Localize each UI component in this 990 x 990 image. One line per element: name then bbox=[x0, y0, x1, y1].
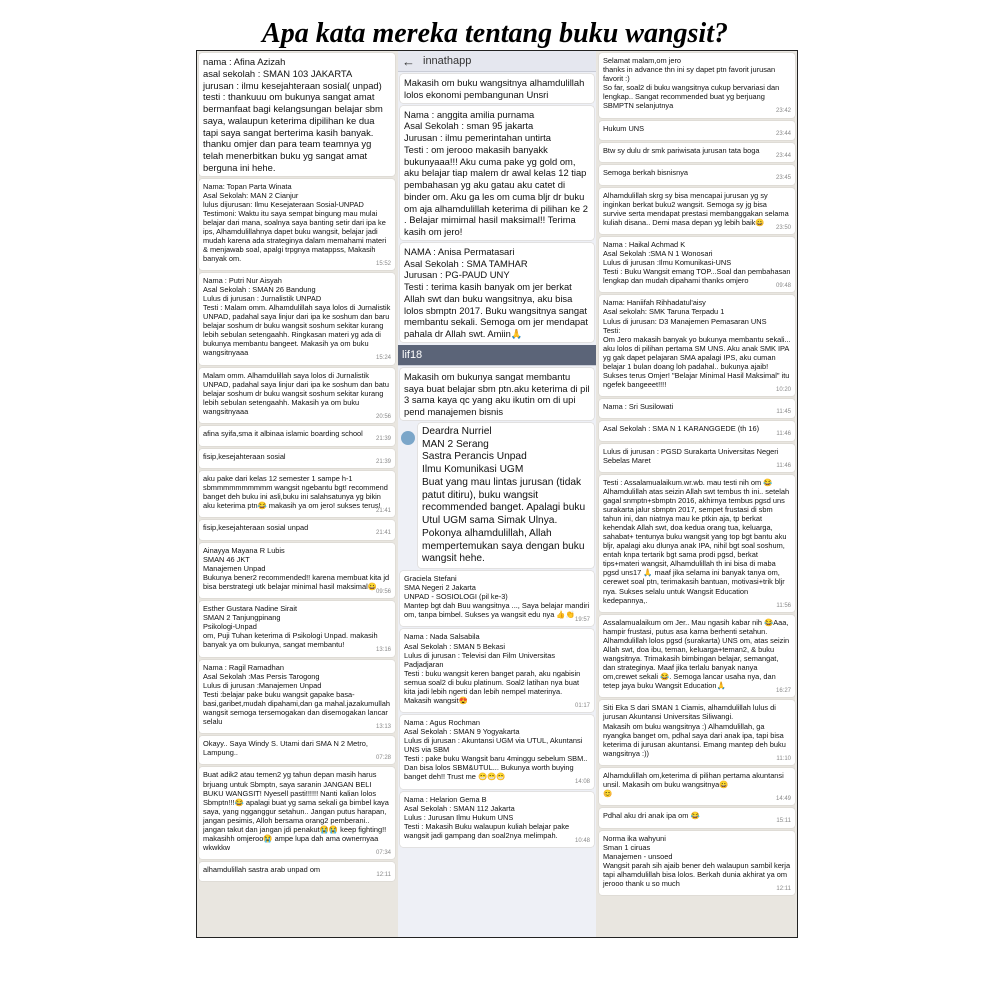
message-text: Malam omm. Alhamdulillah saya lolos di Jurnalistik UNPAD, padahal saya linjur dari ipa ke soshum dan batu belajar soshum dr buku wangsit soshum sekitar kurang lebih sebulan setengaahh. Makasih ya om buku wangsitnyaaa bbox=[203, 370, 389, 416]
chat-header-innathapp bbox=[398, 51, 596, 72]
message-time: 15:24 bbox=[375, 355, 391, 362]
chat-bubble bbox=[599, 475, 795, 612]
message-time: 10:20 bbox=[775, 386, 791, 393]
chat-bubble bbox=[599, 295, 795, 396]
message-text: Deardra Nurriel MAN 2 Serang Sastra Perancis Unpad Ilmu Komunikasi UGM Buat yang mau lintas jurusan (tidak patut ditiru), buku wangsit recommended banget. Apalagi buku Utul UGM sama Simak Ulnya. Pokonya alhamdulillah, Allah mempertemukan saya dengan buku wangsit hehe. bbox=[422, 425, 586, 565]
message-time: 15:11 bbox=[776, 818, 791, 825]
message-time: 21:39 bbox=[375, 458, 391, 465]
back-arrow-icon[interactable]: ← bbox=[402, 53, 415, 69]
message-text: Lulus di jurusan : PGSD Surakarta Universitas Negeri Sebelas Maret bbox=[603, 446, 779, 465]
message-text: Nama : anggita amilia purnama Asal Sekolah : sman 95 jakarta Jurusan : ilmu pemerintahan untirta Testi : om jerooo makasih banyakk bukunyaaa!!! Aku cuma pake yg gold om, aku belajar tiap malem dr awal kelas 12 tiap pembahasan yg aku gatau aku catet di binder om. Aku ga les om cuma bljr dr buku om aja alhamdulillah keterima di pilihan ke 2 . Belajar mimimal hasil maksimal!! Terima kasih om jero! bbox=[404, 108, 588, 237]
message-text: fisip,kesejahteraan sosial unpad bbox=[203, 523, 309, 533]
message-time: 11:46 bbox=[776, 431, 791, 438]
chat-bubble bbox=[400, 243, 594, 342]
message-time: 09:48 bbox=[775, 283, 791, 290]
column-right bbox=[597, 51, 797, 937]
message-time: 13:13 bbox=[375, 723, 391, 730]
chat-bubble bbox=[599, 121, 795, 140]
chat-bubble bbox=[400, 629, 594, 712]
message-text: Pdhal aku dri anak ipa om 😂 bbox=[603, 811, 700, 821]
chat-bubble bbox=[199, 767, 395, 859]
chat-bubble bbox=[599, 188, 795, 234]
message-text: fisip,kesejahteraan sosial bbox=[203, 451, 286, 461]
message-text: Nama : Helarion Gema B Asal Sekolah : SMAN 112 Jakarta Lulus : Jurusan Ilmu Hukum UNS Testi : Makasih Buku walaupun kuliah belajar pake wangsit jadi gampang dan soal2nya melimpah. bbox=[404, 794, 570, 840]
chat-header-title: innathapp bbox=[423, 55, 472, 67]
chat-header-lif18 bbox=[398, 345, 596, 366]
chat-bubble bbox=[599, 421, 795, 440]
message-time: 11:56 bbox=[776, 602, 791, 609]
message-text: Nama : Sri Susilowati bbox=[603, 402, 674, 412]
message-text: Siti Eka S dari SMAN 1 Ciamis, alhamdulillah lulus di jurusan Akuntansi Universitas Siliwangi. Makasih om buku wangsitnya :) Alhamdulillah, ga nyangka banget om, pdhal saya dari anak ipa, tapi bisa keterima di jurusan akuntansi. Emang mantep deh buku wangsitnya :)) bbox=[603, 703, 786, 758]
message-text: Ainayya Mayana R Lubis SMAN 46 JKT Manajemen Unpad Bukunya bener2 recommended!! karena membuat kita jd bisa berstrategi utk belajar minimal hasil maksimal😀 bbox=[203, 545, 390, 591]
chat-bubble bbox=[599, 165, 795, 184]
message-text: aku pake dari kelas 12 semester 1 sampe h-1 sbmmmmmmmmmm wangsit ngebantu bgt! recommend banget deh buku ini asli,buku ini salahsatunya yg bikin aku keterima ptn😂 makasih ya om jero! sukses terus! bbox=[203, 473, 388, 510]
message-text: Nama: Topan Parta Winata Asal Sekolah: MAN 2 Cianjur lulus dijurusan: Ilmu Kesejateraan Sosial-UNPAD Testimoni: Waktu itu saya sempat bingung mau mulai belajar dari mana, soalnya saya banting setir dari ipa ke ips, Alhamdulillahnya dapet buku wangsit, belajar jadi mudah karena ada strateginya dalam memahami materi & menjawab soal, apalgi trpgnya matappss, Makasih banyak om. bbox=[203, 181, 387, 263]
message-time: 23:44 bbox=[775, 130, 791, 137]
message-time: 23:50 bbox=[775, 224, 791, 231]
message-time: 07:28 bbox=[375, 755, 391, 762]
chat-bubble bbox=[400, 74, 594, 103]
message-text: Nama : Ragil Ramadhan Asal Sekolah :Mas Persis Tarogong Lulus di jurusan :Manajemen Unpad Testi :belajar pake buku wangsit gapake basa-basi,garibet,mudah dipahami,dan ga mahal.jazakumullah wangsit semoga tersemogakan dan disemogakan lancar selalu bbox=[203, 662, 390, 726]
message-time: 21:41 bbox=[375, 507, 391, 514]
chat-bubble bbox=[199, 179, 395, 271]
chat-bubble bbox=[400, 368, 594, 420]
testimonial-collage bbox=[196, 50, 798, 938]
message-time: 21:39 bbox=[375, 436, 391, 443]
column-left bbox=[197, 51, 397, 937]
chat-bubble bbox=[199, 660, 395, 734]
chat-bubble bbox=[199, 273, 395, 365]
message-time: 10:48 bbox=[574, 837, 590, 844]
message-text: alhamdulillah sastra arab unpad om bbox=[203, 865, 321, 875]
message-time: 12:11 bbox=[776, 885, 791, 892]
chat-bubble bbox=[199, 601, 395, 656]
message-text: Nama : Putri Nur Aisyah Asal Sekolah : SMAN 26 Bandung Lulus di jurusan : Jurnalistik UNPAD Testi : Malam omm. Alhamdulillah saya lolos di Jurnalistik UNPAD, padahal saya linjur dari ipa ke soshum dan baru belajar soshum dr buku wangsit soshum sekitar kurang lebih sebulan setengaahh. Ringkasan materi yg ada di bukunya membantu bangeet. Makasih ya om buku wangsitnyaaa bbox=[203, 276, 391, 358]
column-middle bbox=[398, 51, 596, 937]
chat-bubble bbox=[400, 792, 594, 847]
chat-bubble bbox=[599, 237, 795, 292]
message-time: 23:44 bbox=[775, 152, 791, 159]
message-text: Hukum UNS bbox=[603, 123, 645, 133]
message-time: 12:11 bbox=[376, 872, 391, 879]
message-text: Nama: Haniifah Rihhadatul'aisy Asal sekolah: SMK Taruna Terpadu 1 Lulus di jurusan: D3 Manajemen Pemasaran UNS Testi: Om Jero makasih banyak yo bukunya membantu sekali... aku lolos di pilihan pertama SM UNS. Aku anak SMK IPA yg gak dapet pelajaran SMA apalagi IPS, aku cuman belajar 1 bulan doang loh padahal.. bukunya ajaib! Sukses terus Omjer! "Belajar Minimal Hasil Maksimal" itu ngefek bangeeet!!!! bbox=[603, 298, 791, 389]
message-text: Esther Gustara Nadine Sirait SMAN 2 Tanjungpinang Psikologi-Unpad om, Puji Tuhan keterima di Psikologi Unpad. makasih banyak ya om bukunya, sangat membantu! bbox=[203, 604, 378, 650]
message-text: Makasih om bukunya sangat membantu saya buat belajar sbm ptn.aku keterima di pil 3 sama kaya qc yang aku ikutin om di upi pend manajemen bisnis bbox=[404, 370, 590, 417]
message-time: 09:56 bbox=[375, 588, 391, 595]
chat-bubble bbox=[599, 143, 795, 162]
message-time: 11:46 bbox=[776, 462, 791, 469]
message-text: Norma ika wahyuni Sman 1 ciruas Manajemen - unsoed Wangsit parah sih ajaib bener deh walaupun sambil kerja tapi alhamdulillah bisa lolos. Berkah dunia akhirat ya om jerooo thank u so much bbox=[603, 833, 791, 888]
message-text: Selamat malam,om jero thanks in advance thn ini sy dapet ptn favorit jurusan favorit :) So far, soal2 di buku wangsitnya cukup bervariasi dan lengkap.. Sangat recommended buat yg berjuang SBMPTN selanjutnya bbox=[603, 56, 780, 111]
message-time: 23:45 bbox=[775, 175, 791, 182]
message-time: 21:41 bbox=[375, 530, 391, 537]
chat-bubble bbox=[400, 571, 594, 626]
chat-bubble bbox=[199, 862, 395, 881]
message-text: Okayy.. Saya Windy S. Utami dari SMA N 2 Metro, Lampung.. bbox=[203, 739, 368, 758]
message-text: Makasih om buku wangsitnya alhamdulillah lolos ekonomi pembangunan Unsri bbox=[404, 77, 585, 100]
chat-bubble bbox=[199, 449, 395, 468]
message-time: 16:27 bbox=[775, 688, 791, 695]
message-time: 14:49 bbox=[775, 796, 791, 803]
message-text: Asal Sekolah : SMA N 1 KARANGGEDE (th 16) bbox=[603, 424, 760, 434]
chat-bubble bbox=[599, 768, 795, 805]
message-text: Graciela Stefani SMA Negeri 2 Jakarta UNPAD - SOSIOLOGI (pil ke-3) Mantep bgt dah Buu wangsitnya ..., Saya belajar mandiri om, tanpa bimbel. Sukses ya wangsit edu nya 👍👏 bbox=[404, 574, 590, 620]
message-time: 11:45 bbox=[776, 409, 791, 416]
message-time: 23:42 bbox=[775, 108, 791, 115]
chat-bubble bbox=[599, 700, 795, 765]
message-text: nama : Afina Azizah asal sekolah : SMAN 103 JAKARTA jurusan : ilmu kesejahteraan sosial( unpad) testi : thankuuu om bukunya sangat amat bermanfaat bagi kelangsungan belajar sbm saya, walaupun keterima dipilihan ke dua tapi saya sangat berterima kasih banyak. thanku omjer dan para team teamnya yg telah menerbitkan buku yg sangat amat berguna ini hehe. bbox=[203, 56, 383, 173]
chat-bubble bbox=[599, 444, 795, 472]
message-text: afina syifa,sma it albinaa islamic boarding school bbox=[203, 429, 363, 439]
message-text: Btw sy dulu dr smk pariwisata jurusan tata boga bbox=[603, 145, 760, 155]
message-time: 01:17 bbox=[574, 702, 590, 709]
message-time: 20:56 bbox=[375, 413, 391, 420]
chat-bubble bbox=[199, 520, 395, 539]
chat-bubble bbox=[599, 53, 795, 118]
message-time: 14:08 bbox=[574, 779, 590, 786]
chat-bubble bbox=[199, 368, 395, 423]
chat-header-title: lif18 bbox=[402, 348, 423, 361]
message-text: Nama : Nada Salsabila Asal Sekolah : SMAN 5 Bekasi Lulus di jurusan : Televisi dan Film Universitas Padjadjaran Testi : buku wangsit keren banget parah, aku ngabisin semua soal2 di buku platinum. Soal2 latihan nya buat kita jadi lebih ngerti dan lebih nempel materinya. Makasih wangsit😍 bbox=[404, 632, 581, 705]
message-text: Alhamdulillah skrg sy bisa mencapai jurusan yg sy inginkan berkat buku2 wangsit. Semoga sy jg bisa survive serta mendapat prestasi membanggakan selama kuliah disana.. Demi masa depan yg lebih baik😀 bbox=[603, 190, 789, 227]
chat-bubble bbox=[400, 106, 594, 240]
message-time: 07:34 bbox=[375, 849, 391, 856]
chat-bubble bbox=[599, 831, 795, 896]
message-text: Buat adik2 atau temen2 yg tahun depan masih harus brjuang untuk Sbmptn, saya saranin JANGAN BELI BUKU WANGSIT! Nyesell pasti!!!!!! Nanti kalian lolos Sbmptn!!!😂 apalagi buat yg sama sekali ga bimbel kaya saya, yang ngganggur setahun.. Jangan putus harapan, jangan pesimis, Alloh bersama orang2 pemberani.. jangan takut dan jangan jdi penakut😭😭 keep fighting!! makasihh omjeroo😭 ampe lupa dah ama ownernyaa wkwkkw bbox=[203, 770, 389, 852]
message-text: NAMA : Anisa Permatasari Asal Sekolah : SMA TAMHAR Jurusan : PG-PAUD UNY Testi : terima kasih banyak om jer berkat Allah swt dan buku wangsitnya, aku bisa lolos sbmptn 2017. Buku wangsitnya sangat membantu sekali. Semoga om jer mendapat pahala dr Allah swt. Amiin🙏 bbox=[404, 245, 588, 339]
message-text: Assalamualaikum om Jer.. Mau ngasih kabar nih 😂Aaa, hampir frustasi, putus asa karna berhenti setahun. Alhamdulillah lolos pgsd (surakarta) UNS om, atas seizin Allah swt, doa ibu, teman, keluarga+teman2, & buku wangsitnya. Trimakasih bimbingan belajar, semangat, dan strateginya. Maaf jika terlalu banyak nanya om,crewet sekali 😂. Semoga lancar usaha nya, dan tetep jaya buku Wangsit Education🙏 bbox=[603, 617, 790, 691]
chat-bubble bbox=[599, 808, 795, 827]
chat-bubble bbox=[418, 423, 594, 568]
message-text: Testi : Assalamualaikum.wr.wb. mau testi nih om 😂 Alhamdulillah atas seizin Allah swt tembus th ini.. setelah gagal snmptn+sbmptn 2016, akhirnya tembus pgsd uns surakarta jalur sbmptn 2017, sempet frustasi di sbm tahun ini, dan niatnya mau ke ptkin aja, tp berkat kehendak Allah swt, doa kedua orang tua, keluarga, sahabat+ tentunya buku wangsit yang top bgt bantu aku bljr, apalagi aku dlunya anak IPA, nihil bgt soal soshum, entah knpa tertarik bgt sama prodi pgsd, berkat tips+materi wangsit, Alhamdulillah th ini bisa di maba pgsd uns17 🙏 maaf jika selama ini banyak tanya om, cerewet soal ptn, terimakasih bantuan, motivasi+trik bljr nya. Sukses selalu untuk Wangsit Education kedepannya,. bbox=[603, 478, 790, 605]
chat-bubble bbox=[199, 471, 395, 517]
message-time: 13:16 bbox=[375, 647, 391, 654]
page-title: Apa kata mereka tentang buku wangsit? bbox=[262, 18, 728, 49]
chat-bubble bbox=[599, 399, 795, 418]
chat-bubble bbox=[199, 543, 395, 598]
message-time: 15:52 bbox=[375, 260, 391, 267]
avatar bbox=[401, 431, 415, 445]
message-text: Alhamdulillah om,keterima di pilihan pertama akuntansi unsil. Makasih om buku wangsitnya😀 😊 bbox=[603, 770, 784, 798]
chat-bubble bbox=[400, 715, 594, 789]
message-time: 19:57 bbox=[574, 617, 590, 624]
chat-bubble bbox=[199, 53, 395, 176]
chat-bubble bbox=[599, 615, 795, 698]
chat-bubble bbox=[199, 736, 395, 764]
message-text: Semoga berkah bisnisnya bbox=[603, 168, 689, 178]
message-time: 11:10 bbox=[776, 755, 791, 762]
chat-bubble bbox=[199, 426, 395, 445]
message-text: Nama : Agus Rochman Asal Sekolah : SMAN 9 Yogyakarta Lulus di jurusan : Akuntansi UGM via UTUL, Akuntansi UNS via SBM Testi : pake buku Wangsit baru 4minggu sebelum SBM.. Dan bisa lolos SBM&UTUL... Bukunya worth buying banget deh!! Trust me 😁😁😁 bbox=[404, 718, 588, 782]
message-text: Nama : Haikal Achmad K Asal Sekolah :SMA N 1 Wonosari Lulus di jurusan :Ilmu Komunikasi-UNS Testi : Buku Wangsit emang TOP...Soal dan pembahasan lengkap dan mudah dipahami thanks omjero bbox=[603, 239, 791, 286]
